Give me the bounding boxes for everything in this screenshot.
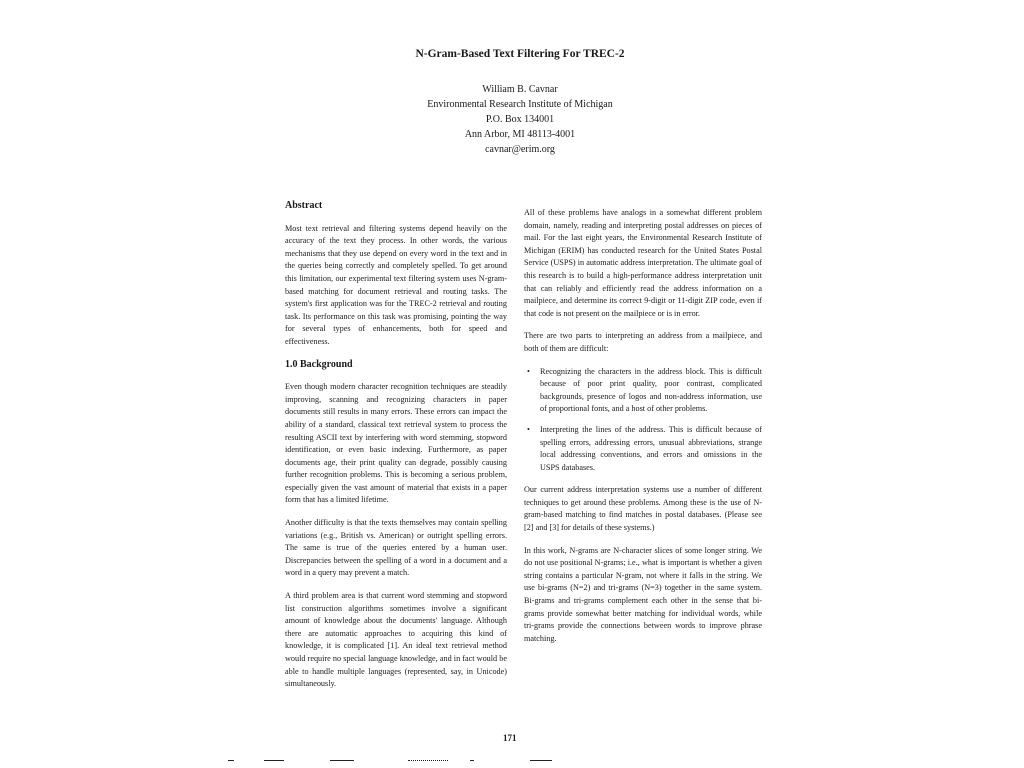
right-paragraph-4: In this work, N-grams are N-character slices of some longer string. We do not use positional N-grams; i.e., what is important is whether a given string contains a particular N-gram, not where it falls in the string. We use bi-grams (N=2) and tri-grams (N=3) together in the same system. Bi-grams and tri-grams complement each other in the sense that bi-grams provide somewhat better matching for individual words, while tri-grams provide the connections between words to improve phrase matching. [524, 545, 762, 643]
author-address-line2: Ann Arbor, MI 48113-4001 [464, 129, 576, 140]
abstract-text: Most text retrieval and filtering systems depend heavily on the accuracy of the text they process. In other words, the various mechanisms that they use depend on every word in the text and in the queries being correctly and completely spelled. To get around this limitation, our experimental text filtering system uses N-gram-based matching for document retrieval and routing tasks. The system's first application was for the TREC-2 retrieval and routing task. Its performance on this task was promising, pointing the way for several types of enhancements, both for speed and effectiveness. [285, 223, 507, 346]
author-address-line1: P.O. Box 134001 [485, 114, 555, 125]
paper-header [260, 48, 780, 157]
scan-mark [470, 760, 474, 761]
scan-mark [264, 760, 284, 761]
background-heading: 1.0 Background [285, 358, 353, 370]
right-paragraph-2: There are two parts to interpreting an address from a mailpiece, and both of them are difficult: [524, 331, 762, 353]
background-paragraph-3: A third problem area is that current word stemming and stopword list construction algorithms sometimes involve a significant amount of knowledge about the documents' language. Although there are automatic approaches to acquiring this kind of knowledge, it is complicated [1]. An ideal text retrieval method would require no special language knowledge, and in fact would be able to handle multiple languages (represented, say, in Unicode) simultaneously. [285, 591, 507, 689]
page-number: 171 [503, 733, 517, 743]
right-paragraph-1: All of these problems have analogs in a somewhat different problem domain, namely, reading and interpreting postal addresses on pieces of mail. For the last eight years, the Environmental Research Institute of Michigan (ERIM) has conducted research for the United States Postal Service (USPS) in automatic address interpretation. The ultimate goal of this research is to build a high-performance address interpretation unit that can reliably and efficiently read the address information on a mailpiece, and determine its correct 9-digit or 11-digit ZIP code, even if that code is not present on the mailpiece or is in error. [524, 208, 762, 318]
difficulty-list [524, 366, 762, 475]
background-paragraph-2: Another difficulty is that the texts themselves may contain spelling variations (e.g., British vs. American) or outright spelling errors. The same is true of the queries entered by a human user. Discrepancies between the spelling of a word in a document and a word in a query may prevent a match. [285, 518, 507, 578]
scan-mark [408, 760, 448, 761]
list-item: • Interpreting the lines of the address. This is difficult because of spelling errors, addressing errors, unusual abbreviations, strange local addressing conventions, and errors and omissions in the USPS databases. [540, 424, 762, 474]
author-name: William B. Cavnar [482, 84, 558, 95]
author-block [260, 82, 780, 157]
paper-title: N-Gram-Based Text Filtering For TREC-2 [415, 48, 625, 60]
left-column [285, 200, 507, 701]
scan-mark [330, 760, 354, 761]
background-paragraph-1: Even though modern character recognition techniques are steadily improving, scanning and recognizing characters in paper documents still results in many errors. These errors can impact the ability of a standard, classical text retrieval system to process the resulting ASCII text by interfering with word stemming, stopword identification, or even basic indexing. Furthermore, as paper documents age, their print quality can degrade, possibly causing further recognition problems. This is becoming a serious problem, especially given the vast amount of material that exists in a paper form that has a limited lifetime. [285, 382, 507, 505]
abstract-heading: Abstract [285, 200, 323, 211]
scan-mark [530, 760, 552, 761]
right-column [524, 207, 762, 655]
author-affiliation: Environmental Research Institute of Michigan [427, 99, 613, 110]
scan-mark [228, 760, 234, 761]
scan-edge-marks [0, 758, 1024, 764]
right-paragraph-3: Our current address interpretation systems use a number of different techniques to get around these problems. Among these is the use of N-gram-based matching to find matches in postal databases. (Please see [2] and [3] for details of these systems.) [524, 485, 762, 533]
list-item: • Recognizing the characters in the address block. This is difficult because of poor print quality, poor contrast, complicated backgrounds, presence of logos and non-address information, use of proportional fonts, and a host of other problems. [540, 366, 762, 416]
author-email: cavnar@erim.org [485, 144, 555, 155]
